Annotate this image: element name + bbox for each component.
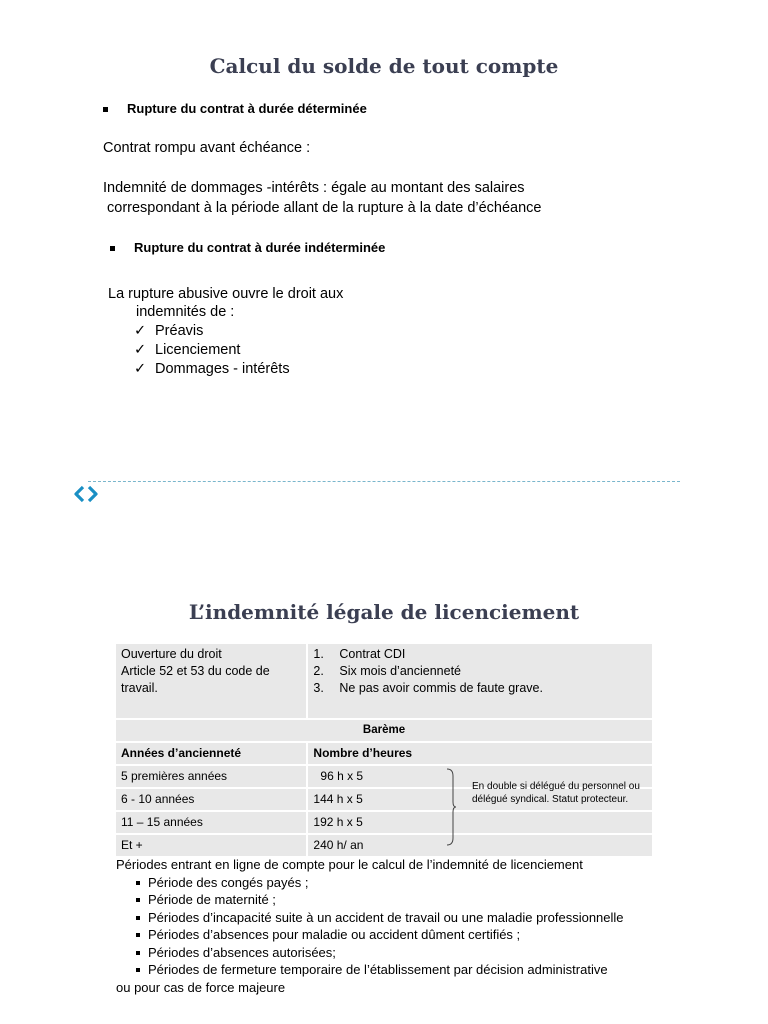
cell-line: travail. (121, 681, 158, 695)
check-item-label: Dommages - intérêts (155, 361, 290, 377)
years-cell: 6 - 10 années (115, 788, 307, 811)
bullet-icon (136, 881, 140, 885)
right-opening-cell (115, 643, 307, 719)
section-title: L’indemnité légale de licenciement (188, 600, 580, 624)
bullet-icon (136, 916, 140, 920)
table-row (115, 742, 653, 765)
hours-cell: 96 h x 5 (307, 765, 653, 788)
condition-text: Contrat CDI (339, 647, 406, 661)
list-item-text: Périodes d’absences pour maladie ou accident dûment certifiés ; (148, 927, 521, 942)
list-item (132, 909, 656, 927)
cell-line: Ouverture du droit (121, 647, 222, 661)
cdd-line-2: Indemnité de dommages -intérêts : égale au montant des salaires (103, 180, 525, 196)
list-item-text: Périodes d’absences autorisées; (148, 944, 336, 960)
curly-bracket-icon (446, 768, 456, 846)
cdd-heading (103, 101, 367, 116)
periods-tail: ou pour cas de force majeure (116, 979, 286, 995)
condition-num: 1. (313, 647, 324, 661)
checkmark-icon: ✓ (134, 323, 147, 339)
cell-line: Article 52 et 53 du code de (121, 664, 270, 678)
table-row (115, 811, 653, 834)
hours-cell: 240 h/ an (307, 834, 653, 857)
hours-cell: 144 h x 5 (307, 788, 653, 811)
check-item (134, 322, 290, 341)
list-item-text: Période des congés payés ; (148, 874, 309, 890)
cdi-heading (110, 240, 385, 255)
bullet-icon (136, 898, 140, 902)
list-item-text: Période de maternité ; (148, 892, 276, 907)
bullet-icon (136, 951, 140, 955)
condition-text: Ne pas avoir commis de faute grave. (339, 681, 543, 695)
hours-column-header: Nombre d’heures (307, 742, 653, 765)
condition-item (313, 663, 647, 680)
periods-items (116, 874, 656, 979)
table-row (115, 719, 653, 742)
table-row (115, 643, 653, 719)
protected-status-note: En double si délégué du personnel ou délégué syndical. Statut protecteur. (472, 781, 640, 805)
condition-num: 3. (313, 681, 324, 695)
check-item-label: Licenciement (155, 342, 241, 358)
list-item (132, 961, 656, 979)
years-cell: 11 – 15 années (115, 811, 307, 834)
list-item (132, 891, 656, 909)
conditions-cell (307, 643, 653, 719)
years-column-header: Années d’ancienneté (115, 742, 307, 765)
bullet-icon (110, 246, 115, 251)
bullet-icon (103, 107, 108, 112)
periods-intro: Périodes entrant en ligne de compte pour le calcul de l’indemnité de licenciement (116, 857, 583, 872)
page-divider (88, 481, 680, 482)
list-item (132, 944, 656, 962)
condition-text: Six mois d’ancienneté (339, 664, 462, 678)
bullet-icon (136, 968, 140, 972)
table-row (115, 834, 653, 857)
bullet-icon (136, 933, 140, 937)
cdd-heading-text: Rupture du contrat à durée déterminée (127, 101, 367, 116)
cdi-line-1: La rupture abusive ouvre le droit aux (108, 286, 344, 302)
checkmark-icon: ✓ (134, 361, 147, 377)
check-item-label: Préavis (155, 323, 204, 339)
hours-cell: 192 h x 5 (307, 811, 653, 834)
years-cell: Et + (115, 834, 307, 857)
page-break-arrows-icon[interactable] (74, 484, 102, 504)
condition-item (313, 680, 647, 697)
cdd-line-1: Contrat rompu avant échéance : (103, 140, 311, 156)
cdi-line-2: indemnités de : (136, 304, 235, 320)
cdd-line-3: correspondant à la période allant de la rupture à la date d’échéance (107, 200, 542, 216)
condition-item (313, 646, 647, 663)
cdi-heading-text: Rupture du contrat à durée indéterminée (134, 240, 386, 255)
list-item (132, 926, 656, 944)
list-item-text: Périodes de fermeture temporaire de l’établissement par décision administrative (148, 962, 608, 977)
check-item (134, 341, 290, 360)
check-item (134, 360, 290, 379)
indemnity-checklist (134, 322, 290, 379)
page-title: Calcul du solde de tout compte (209, 54, 559, 78)
list-item-text: Périodes d’incapacité suite à un accident de travail ou une maladie professionnelle (148, 909, 624, 925)
list-item (132, 874, 656, 892)
indemnity-table (114, 642, 654, 858)
periods-list (116, 856, 656, 996)
checkmark-icon: ✓ (134, 342, 147, 358)
bareme-header: Barème (115, 719, 653, 742)
years-cell: 5 premières années (115, 765, 307, 788)
condition-num: 2. (313, 664, 324, 678)
